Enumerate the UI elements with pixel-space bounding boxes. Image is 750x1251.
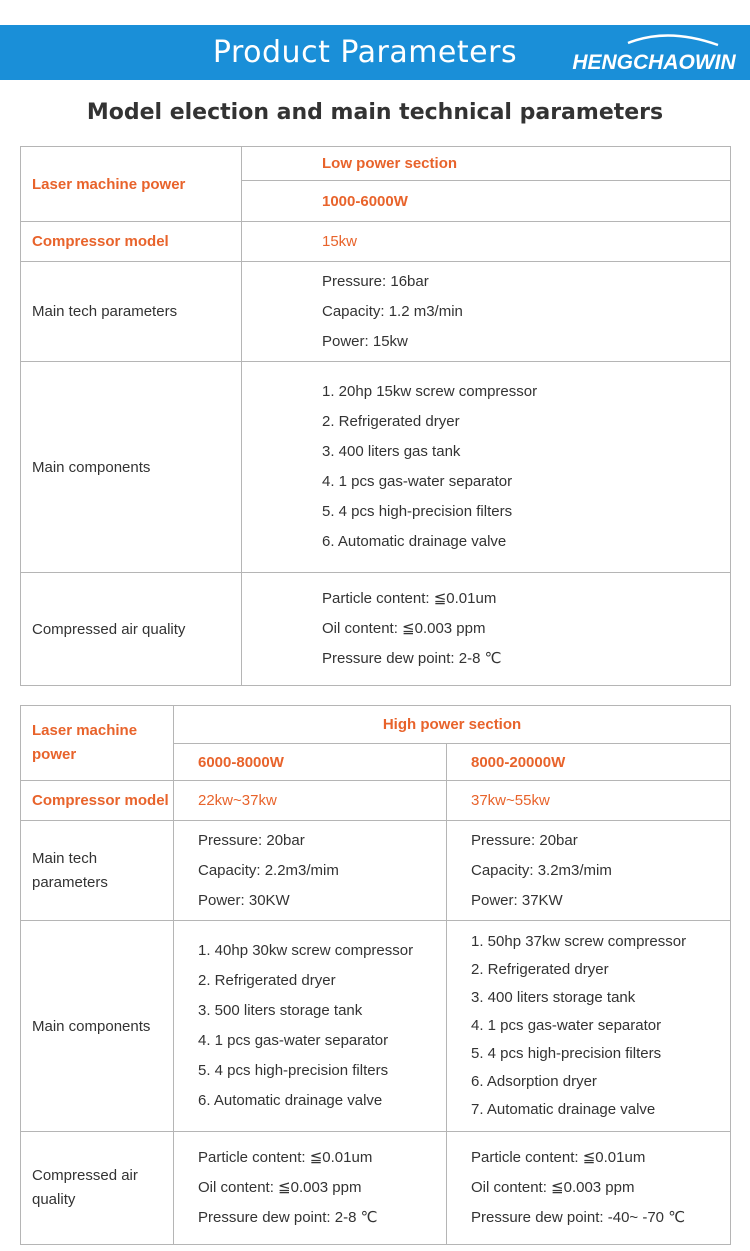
component-item: 1. 20hp 15kw screw compressor	[322, 383, 538, 400]
high-section-title: High power section	[174, 706, 731, 744]
component-item: 5. 4 pcs high-precision filters	[198, 1062, 389, 1079]
component-item: 3. 400 liters gas tank	[322, 443, 461, 460]
component-item: 2. Refrigerated dryer	[322, 413, 460, 430]
component-item: 4. 1 pcs gas-water separator	[322, 473, 513, 490]
tech-params-b	[447, 821, 731, 921]
quality-item: Pressure dew point: -40~ -70 ℃	[471, 1209, 686, 1226]
power-range-a: 6000-8000W	[174, 744, 447, 781]
brand-logo	[568, 29, 740, 77]
tech-param: Pressure: 20bar	[471, 831, 578, 849]
component-item: 4. 1 pcs gas-water separator	[198, 1032, 389, 1049]
low-power-range: 1000-6000W	[242, 181, 731, 222]
quality-item: Particle content: ≦0.01um	[471, 1149, 646, 1166]
component-item: 4. 1 pcs gas-water separator	[471, 1017, 662, 1034]
quality-item: Particle content: ≦0.01um	[322, 590, 497, 607]
quality-label-line: Compressed air	[32, 1167, 138, 1184]
page-title: Product Parameters	[212, 35, 518, 70]
compressor-model-label: Compressor model	[21, 781, 174, 821]
compressor-model-b: 37kw~55kw	[447, 781, 731, 821]
quality-item: Oil content: ≦0.003 ppm	[471, 1179, 635, 1196]
component-item: 2. Refrigerated dryer	[471, 961, 609, 978]
component-item: 2. Refrigerated dryer	[198, 972, 336, 989]
logo-swoosh	[628, 35, 718, 45]
component-item: 6. Automatic drainage valve	[322, 533, 507, 550]
laser-power-label	[21, 706, 174, 781]
high-power-table	[20, 705, 731, 1245]
components-list-b	[447, 921, 731, 1132]
power-range-b: 8000-20000W	[447, 744, 731, 781]
tech-label-line: Main tech	[32, 849, 98, 867]
component-item: 5. 4 pcs high-precision filters	[322, 503, 513, 520]
component-item: 1. 40hp 30kw screw compressor	[198, 942, 414, 959]
compressor-model-value: 15kw	[242, 222, 731, 262]
tech-param: Power: 37KW	[471, 891, 563, 909]
tech-param: Pressure: 20bar	[198, 831, 305, 849]
quality-item: Oil content: ≦0.003 ppm	[322, 620, 486, 637]
air-quality-list	[242, 573, 731, 686]
quality-label-line: quality	[32, 1191, 76, 1208]
section-subtitle: Model election and main technical parameters	[86, 100, 664, 125]
quality-item: Pressure dew point: 2-8 ℃	[322, 650, 502, 667]
tech-params-label: Main tech parameters	[21, 262, 242, 362]
low-section-title: Low power section	[242, 147, 731, 181]
components-label: Main components	[21, 921, 174, 1132]
air-quality-a	[174, 1132, 447, 1245]
components-list-a	[174, 921, 447, 1132]
tech-label-line: parameters	[32, 873, 108, 891]
tech-params-a	[174, 821, 447, 921]
laser-power-label: Laser machine power	[21, 147, 242, 222]
laser-power-label-line: Laser machine	[32, 722, 138, 739]
quality-item: Oil content: ≦0.003 ppm	[198, 1179, 362, 1196]
component-item: 1. 50hp 37kw screw compressor	[471, 933, 687, 950]
component-item: 7. Automatic drainage valve	[471, 1101, 656, 1118]
tech-param: Power: 15kw	[322, 332, 408, 350]
air-quality-label	[21, 1132, 174, 1245]
tech-param: Capacity: 2.2m3/mim	[198, 861, 339, 879]
air-quality-b	[447, 1132, 731, 1245]
compressor-model-a: 22kw~37kw	[174, 781, 447, 821]
component-item: 6. Adsorption dryer	[471, 1073, 597, 1090]
components-list	[242, 362, 731, 573]
compressor-model-label: Compressor model	[21, 222, 242, 262]
component-item: 3. 400 liters storage tank	[471, 989, 636, 1006]
quality-item: Pressure dew point: 2-8 ℃	[198, 1209, 378, 1226]
tech-param: Pressure: 16bar	[322, 272, 429, 290]
brand-name: HENGCHAOWIN	[572, 51, 736, 74]
air-quality-label: Compressed air quality	[21, 573, 242, 686]
component-item: 6. Automatic drainage valve	[198, 1092, 383, 1109]
component-item: 5. 4 pcs high-precision filters	[471, 1045, 662, 1062]
component-item: 3. 500 liters storage tank	[198, 1002, 363, 1019]
tech-param: Capacity: 3.2m3/mim	[471, 861, 612, 879]
low-power-table	[20, 146, 731, 686]
tech-params-list	[242, 262, 731, 362]
tech-param: Capacity: 1.2 m3/min	[322, 302, 463, 320]
tech-params-label	[21, 821, 174, 921]
header-banner	[0, 25, 750, 80]
tech-param: Power: 30KW	[198, 891, 290, 909]
components-label: Main components	[21, 362, 242, 573]
laser-power-label-line: power	[32, 746, 77, 763]
quality-item: Particle content: ≦0.01um	[198, 1149, 373, 1166]
